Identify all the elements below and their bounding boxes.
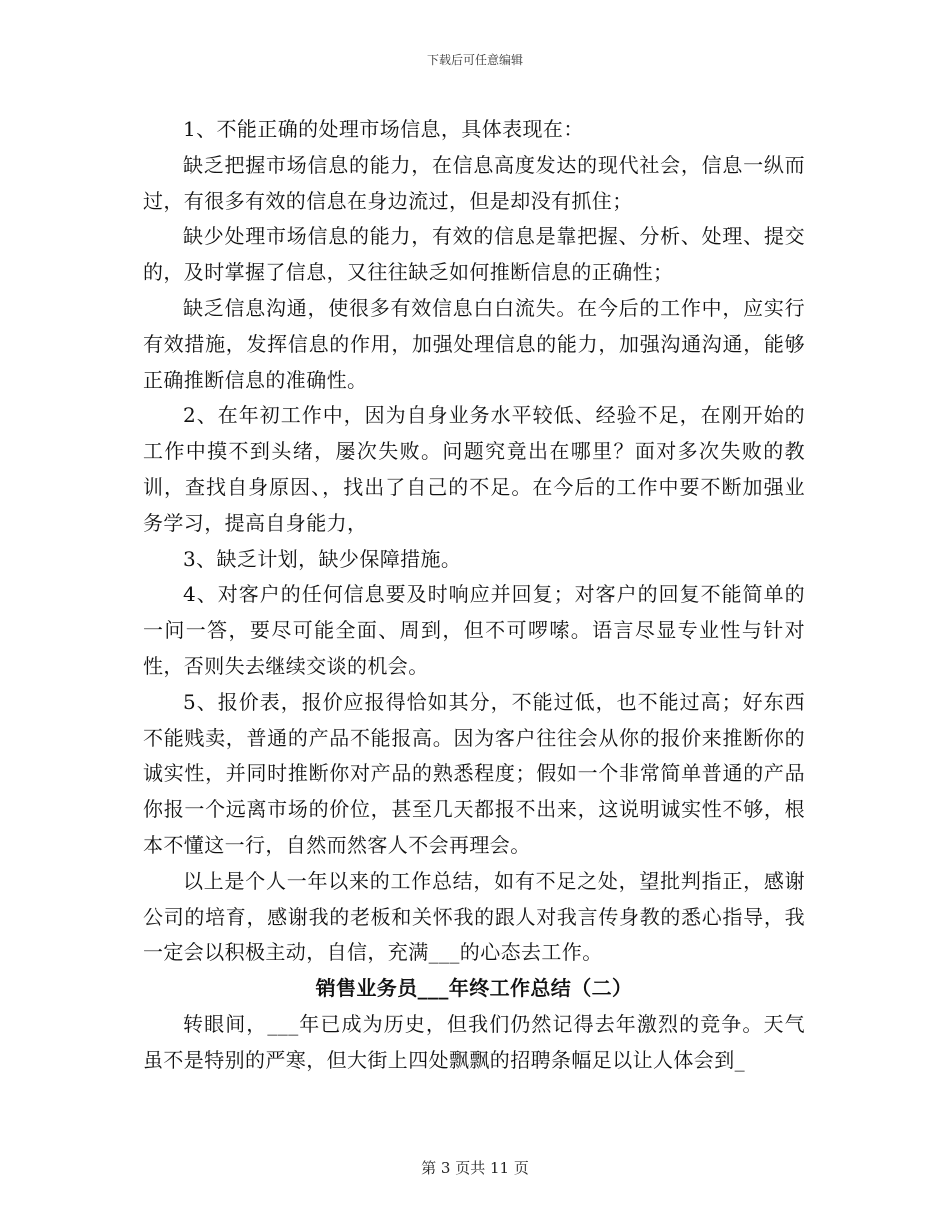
paragraph-4: 缺乏信息沟通，使很多有效信息白白流失。在今后的工作中，应实行有效措施，发挥信息的作用，加强处理信息的能力，加强沟通沟通，能够正确推断信息的准确性。	[143, 295, 805, 392]
paragraph-5: 2、在年初工作中，因为自身业务水平较低、经验不足，在刚开始的工作中摸不到头绪，屡次失败。问题究竟出在哪里？面对多次失败的教训，查找自身原因、，找出了自己的不足。在今后的工作中要不断加强业务学习，提高自身能力，	[143, 403, 805, 535]
page-header: 下载后可任意编辑	[426, 53, 523, 67]
paragraph-9: 以上是个人一年以来的工作总结，如有不足之处，望批判指正，感谢公司的培育，感谢我的老板和关怀我的跟人对我言传身教的悉心指导，我一定会以积极主动，自信，充满___的心态去工作。	[143, 868, 805, 965]
paragraph-7: 4、对客户的任何信息要及时响应并回复；对客户的回复不能简单的一问一答，要尽可能全面、周到，但不可啰嗦。语言尽显专业性与针对性，否则失去继续交谈的机会。	[143, 582, 805, 678]
paragraph-2: 缺乏把握市场信息的能力，在信息高度发达的现代社会，信息一纵而过，有很多有效的信息在身边流过，但是却没有抓住；	[143, 152, 805, 213]
paragraph-6: 3、缺乏计划，缺少保障措施。	[183, 546, 462, 571]
section-paragraph-1: 转眼间，___年已成为历史，但我们仍然记得去年激烈的竞争。天气虽不是特别的严寒，但大街上四处飘飘的招聘条幅足以让人体会到_	[143, 1011, 805, 1072]
paragraph-3: 缺少处理市场信息的能力，有效的信息是靠把握、分析、处理、提交的，及时掌握了信息，又往往缺乏如何推断信息的正确性；	[143, 224, 805, 285]
paragraph-1: 1、不能正确的处理市场信息，具体表现在：	[183, 117, 584, 141]
document-body	[143, 112, 805, 1079]
section-heading: 销售业务员___年终工作总结（二）	[315, 976, 633, 1001]
page-footer: 第 3 页共 11 页	[421, 1159, 529, 1177]
paragraph-8: 5、报价表，报价应报得恰如其分，不能过低，也不能过高；好东西不能贱卖，普通的产品不能报高。因为客户往往会从你的报价来推断你的诚实性，并同时推断你对产品的熟悉程度；假如一个非常简单普通的产品你报一个远离市场的价位，甚至几天都报不出来，这说明诚实性不够，根本不懂这一行，自然而然客人不会再理会。	[143, 689, 805, 857]
